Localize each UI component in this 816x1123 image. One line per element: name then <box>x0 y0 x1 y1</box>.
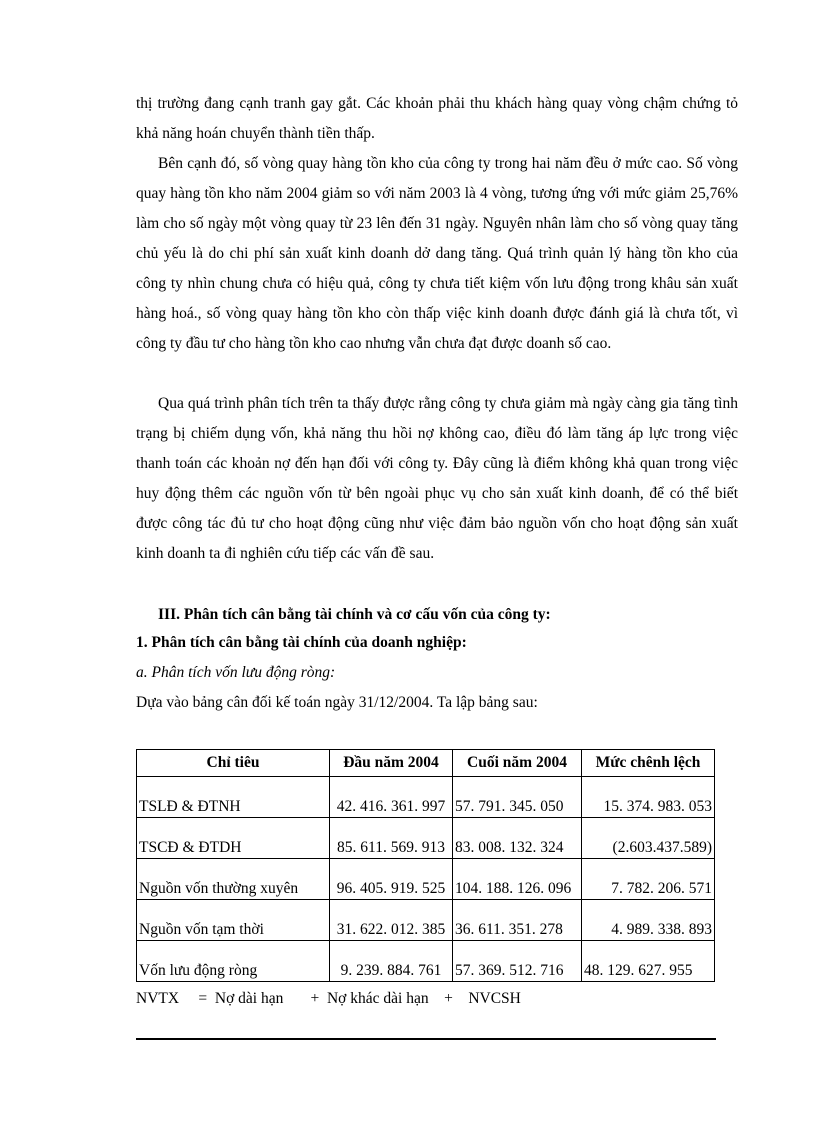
table-row <box>137 900 715 941</box>
row-end-value: 57. 369. 512. 716 <box>453 941 582 982</box>
row-end-value: 36. 611. 351. 278 <box>453 900 582 941</box>
row-start-value: 96. 405. 919. 525 <box>330 859 453 900</box>
header-difference: Mức chênh lệch <box>582 750 715 777</box>
row-label: Nguồn vốn tạm thời <box>137 900 330 941</box>
row-end-value: 83. 008. 132. 324 <box>453 818 582 859</box>
section-heading: III. Phân tích cân bằng tài chính và cơ cấu vốn của công ty: <box>158 606 551 623</box>
row-difference: 4. 989. 338. 893 <box>582 900 715 941</box>
formula-nvtx: NVTX = Nợ dài hạn + Nợ khác dài hạn + NVCSH <box>136 990 521 1007</box>
row-end-value: 57. 791. 345. 050 <box>453 777 582 818</box>
paragraph-continuation: thị trường đang cạnh tranh gay gắt. Các khoản phải thu khách hàng quay vòng chậm chứng tỏ khả năng hoán chuyển thành tiền thấp. <box>136 95 738 142</box>
row-label: TSLĐ & ĐTNH <box>137 777 330 818</box>
table-row <box>137 941 715 982</box>
working-capital-table <box>136 749 715 982</box>
table-intro: Dựa vào bảng cân đối kế toán ngày 31/12/2004. Ta lập bảng sau: <box>136 694 538 711</box>
table-header-row <box>137 750 715 777</box>
row-difference: 7. 782. 206. 571 <box>582 859 715 900</box>
item-heading: a. Phân tích vốn lưu động ròng: <box>136 664 336 681</box>
header-end-2004: Cuối năm 2004 <box>453 750 582 777</box>
row-label: TSCĐ & ĐTDH <box>137 818 330 859</box>
row-label: Vốn lưu động ròng <box>137 941 330 982</box>
row-difference: 15. 374. 983. 053 <box>582 777 715 818</box>
row-start-value: 9. 239. 884. 761 <box>330 941 453 982</box>
row-start-value: 42. 416. 361. 997 <box>330 777 453 818</box>
table-row <box>137 777 715 818</box>
row-difference: (2.603.437.589) <box>582 818 715 859</box>
row-difference: 48. 129. 627. 955 <box>582 941 715 982</box>
paragraph-inventory-turnover: Bên cạnh đó, số vòng quay hàng tồn kho của công ty trong hai năm đều ở mức cao. Số vòng quay hàng tồn kho năm 2004 giảm so với năm 2003 là 4 vòng, tương ứng với mức giảm 25,76% làm cho số ngày một vòng quay từ 23 lên đến 31 ngày. Nguyên nhân làm cho số vòng quay tăng chủ yếu là do chi phí sản xuất kinh doanh dở dang tăng. Quá trình quản lý hàng tồn kho của công ty nhìn chung chưa có hiệu quả, công ty chưa tiết kiệm vốn lưu động trong khâu sản xuất hàng hoá., số vòng quay hàng tồn kho còn thấp việc kinh doanh được đánh giá là chưa tốt, vì công ty đầu tư cho hàng tồn kho cao nhưng vẫn chưa đạt được doanh số cao. <box>136 155 738 352</box>
header-indicator: Chỉ tiêu <box>137 750 330 777</box>
subsection-heading: 1. Phân tích cân bằng tài chính của doanh nghiệp: <box>136 634 467 651</box>
row-start-value: 85. 611. 569. 913 <box>330 818 453 859</box>
row-label: Nguồn vốn thường xuyên <box>137 859 330 900</box>
row-start-value: 31. 622. 012. 385 <box>330 900 453 941</box>
footer-divider <box>136 1038 716 1040</box>
paragraph-analysis-summary: Qua quá trình phân tích trên ta thấy được rằng công ty chưa giảm mà ngày càng gia tăng tình trạng bị chiếm dụng vốn, khả năng thu hồi nợ không cao, điều đó làm tăng áp lực trong việc thanh toán các khoản nợ đến hạn đối với công ty. Đây cũng là điểm không khả quan trong việc huy động thêm các nguồn vốn từ bên ngoài phục vụ cho sản xuất kinh doanh, để có thể biết được công tác đủ tư cho hoạt động cũng như việc đảm bảo nguồn vốn cho hoạt động sản xuất kinh doanh ta đi nghiên cứu tiếp các vấn đề sau. <box>136 395 738 562</box>
table-row <box>137 818 715 859</box>
row-end-value: 104. 188. 126. 096 <box>453 859 582 900</box>
table-row <box>137 859 715 900</box>
header-start-2004: Đầu năm 2004 <box>330 750 453 777</box>
